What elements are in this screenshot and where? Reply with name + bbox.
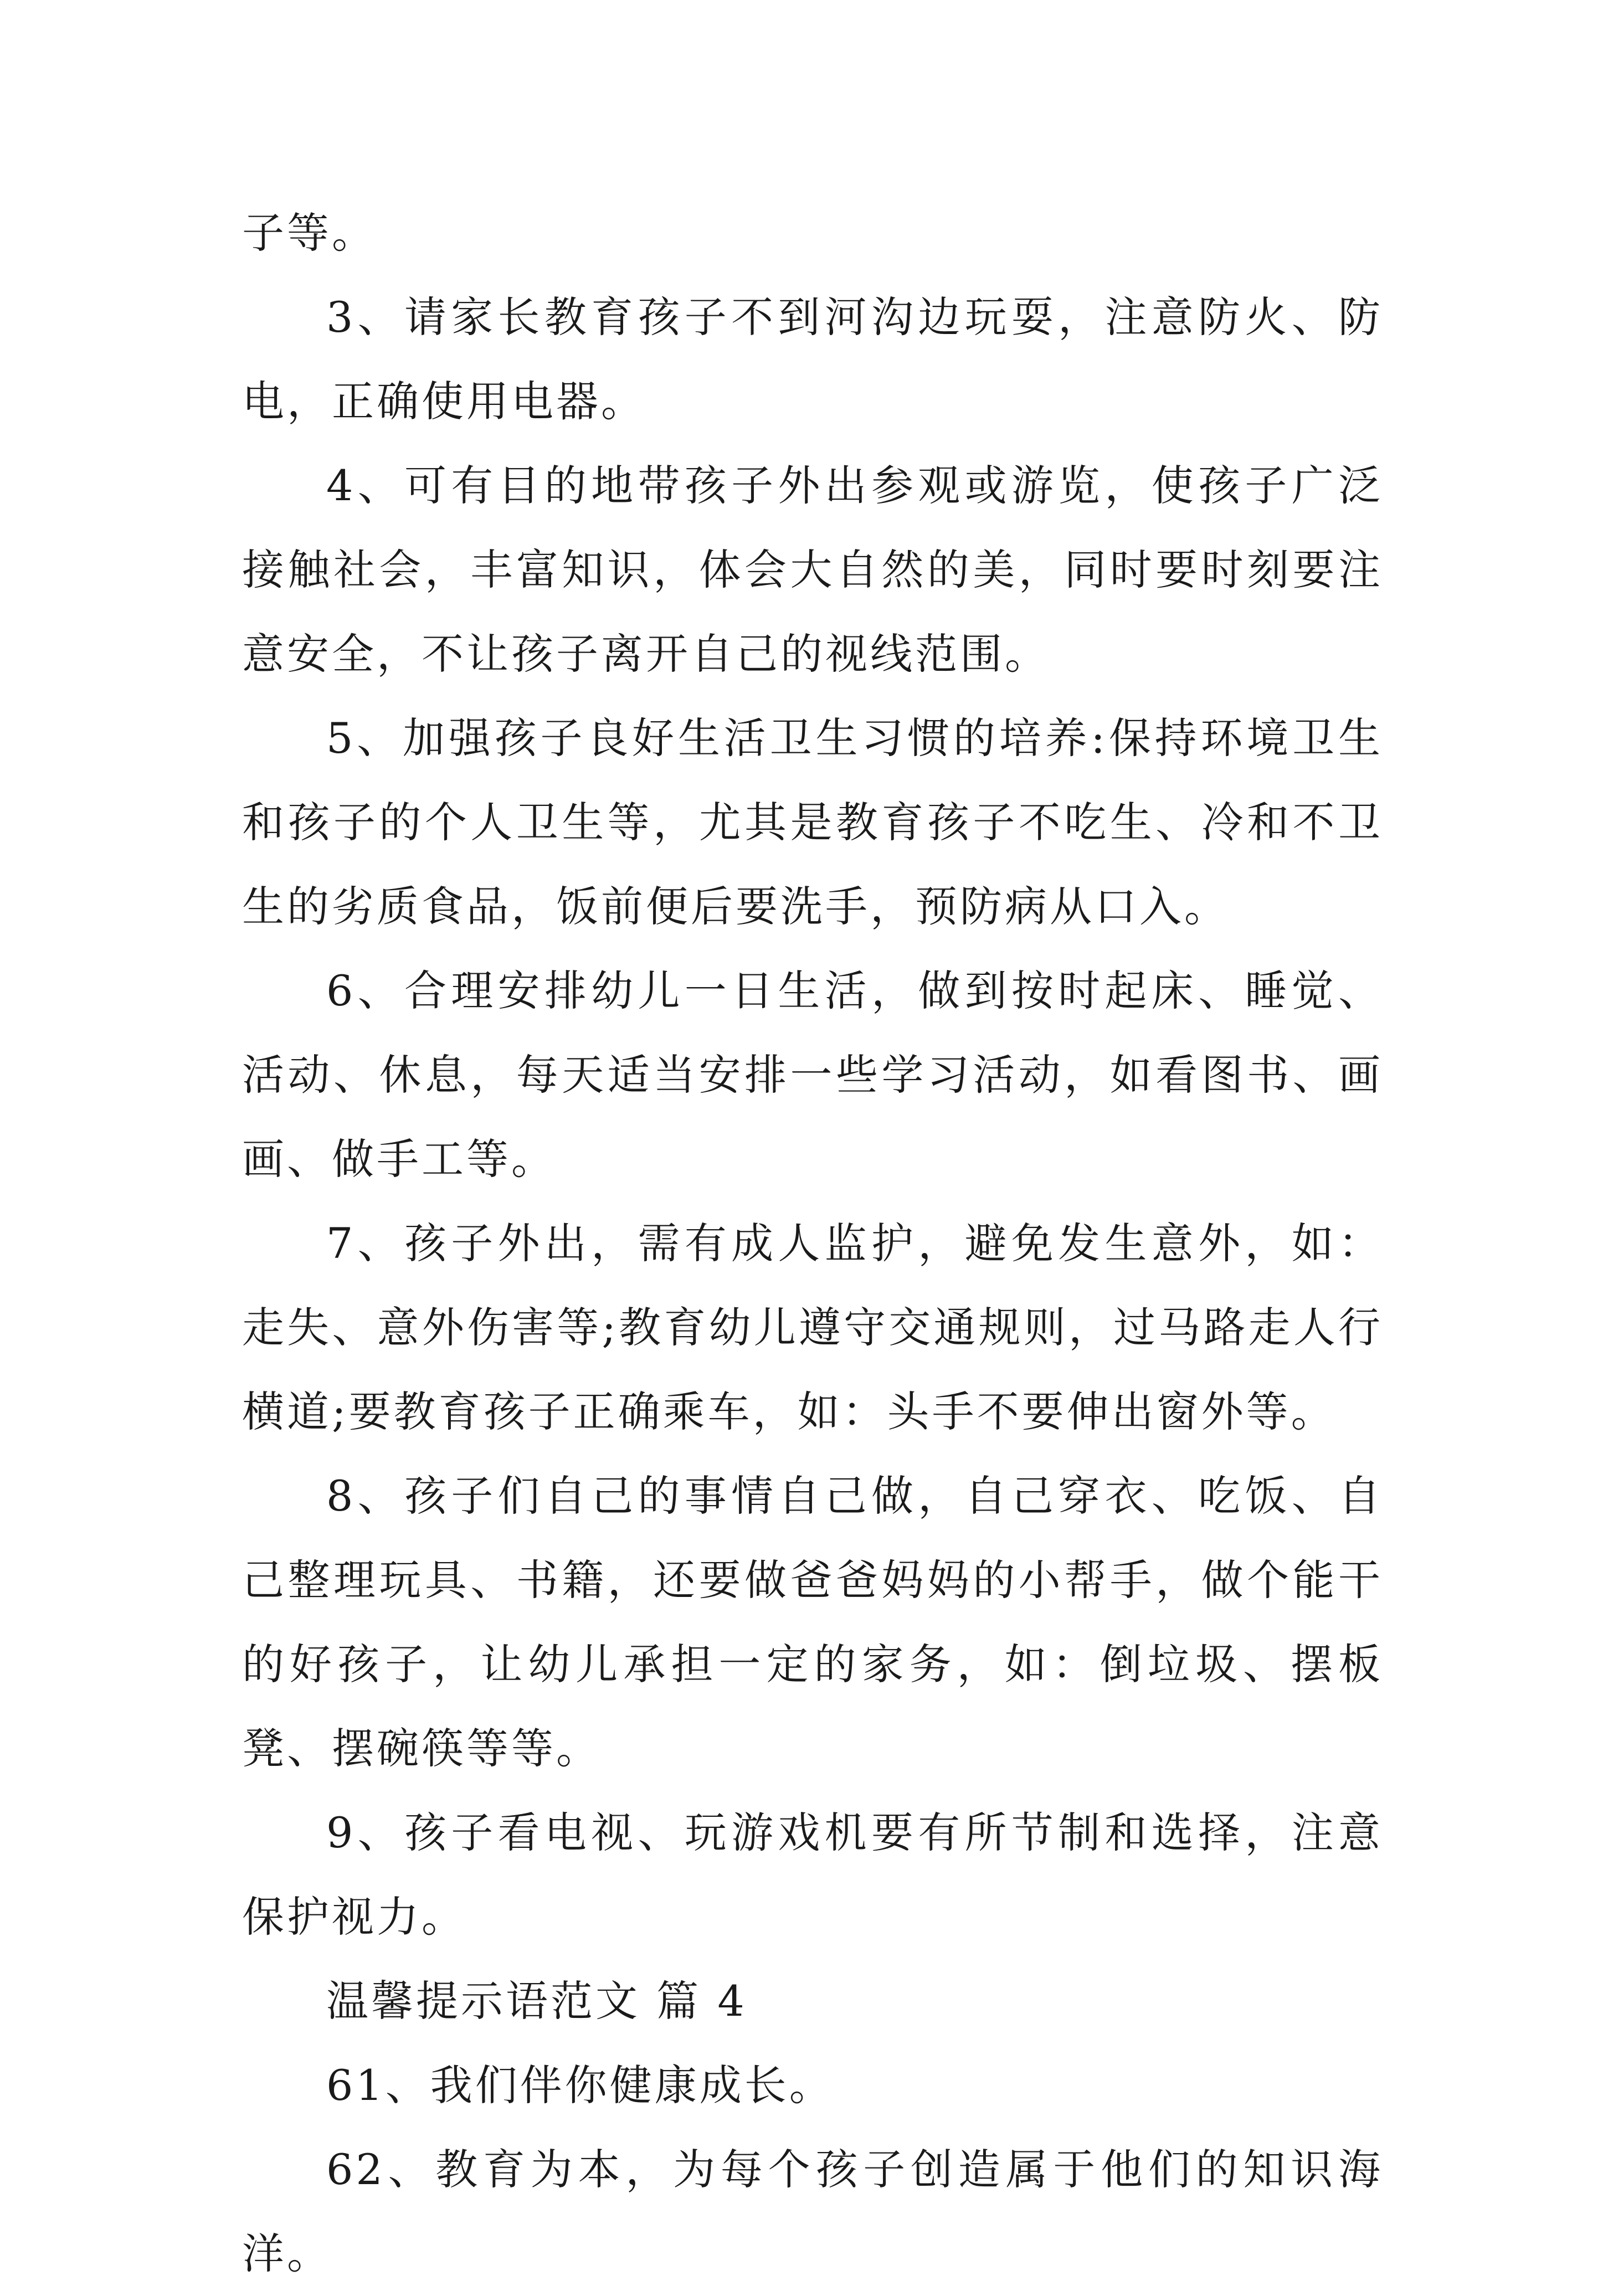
document-body — [242, 191, 1383, 2296]
paragraph-item-3: 3、请家长教育孩子不到河沟边玩耍，注意防火、防电，正确使用电器。 — [242, 292, 1383, 426]
section-heading: 温馨提示语范文 篇 4 — [326, 1976, 747, 2026]
paragraph-item-6: 6、合理安排幼儿一日生活，做到按时起床、睡觉、活动、休息，每天适当安排一些学习活动，如看图书、画画、做手工等。 — [242, 966, 1383, 1184]
paragraph-item-61: 61、我们伴你健康成长。 — [326, 2061, 834, 2110]
paragraph-item-62: 62、教育为本，为每个孩子创造属于他们的知识海洋。 — [242, 2145, 1383, 2278]
paragraph-continuation: 子等。 — [242, 208, 377, 258]
paragraph-item-8: 8、孩子们自己的事情自己做，自己穿衣、吃饭、自己整理玩具、书籍，还要做爸爸妈妈的小帮手，做个能干的好孩子，让幼儿承担一定的家务，如：倒垃圾、摆板凳、摆碗筷等等。 — [242, 1471, 1383, 1773]
paragraph-item-4: 4、可有目的地带孩子外出参观或游览，使孩子广泛接触社会，丰富知识，体会大自然的美，同时要时刻要注意安全，不让孩子离开自己的视线范围。 — [242, 461, 1383, 679]
paragraph-item-5: 5、加强孩子良好生活卫生习惯的培养:保持环境卫生和孩子的个人卫生等，尤其是教育孩子不吃生、冷和不卫生的劣质食品，饭前便后要洗手，预防病从口入。 — [242, 713, 1383, 931]
paragraph-item-7: 7、孩子外出，需有成人监护，避免发生意外，如：走失、意外伤害等;教育幼儿遵守交通规则，过马路走人行横道;要教育孩子正确乘车，如：头手不要伸出窗外等。 — [242, 1219, 1383, 1436]
paragraph-item-9: 9、孩子看电视、玩游戏机要有所节制和选择，注意保护视力。 — [242, 1808, 1383, 1941]
